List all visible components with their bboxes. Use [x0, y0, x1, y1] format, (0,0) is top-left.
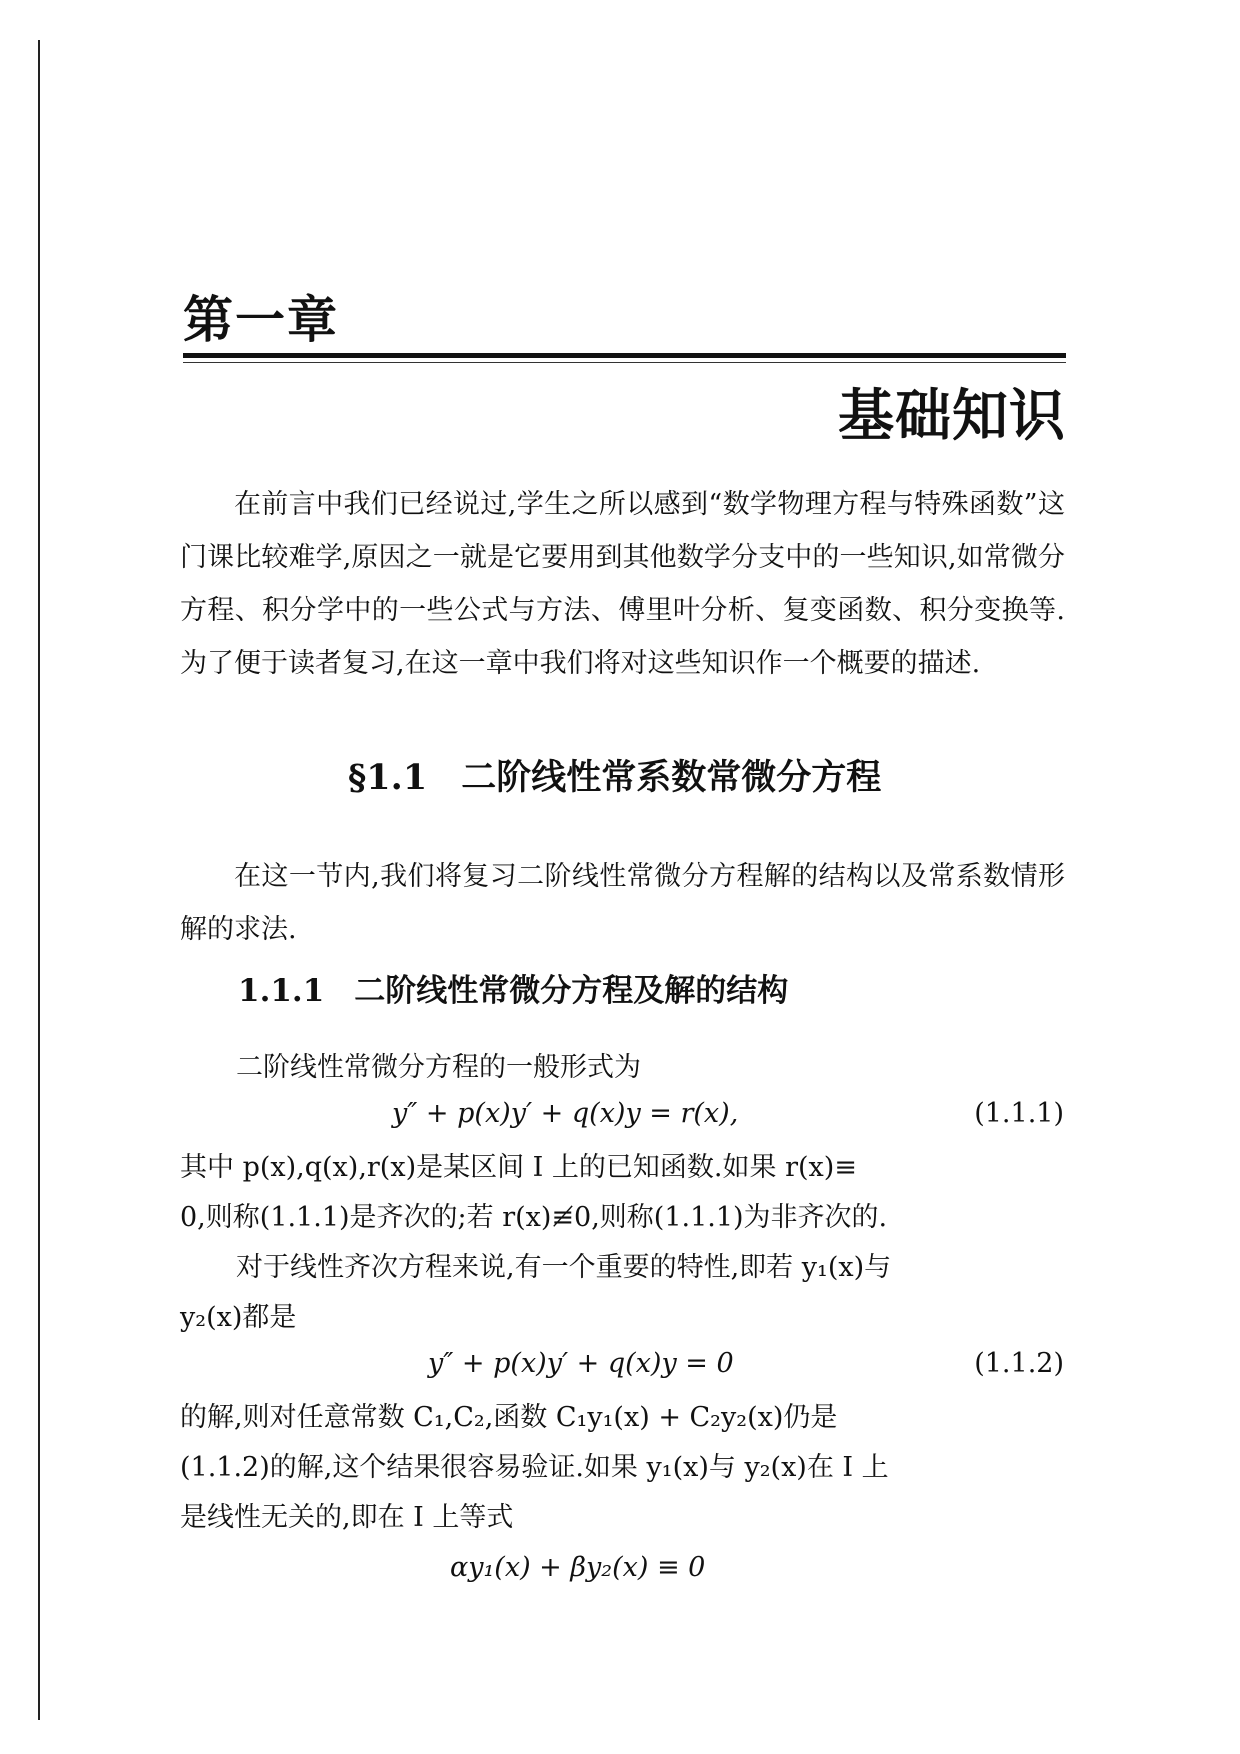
body-line-3: 0,则称(1.1.1)是齐次的;若 r(x)≢0,则称(1.1.1)为非齐次的. — [180, 1202, 888, 1233]
equation-2: y″ + p(x)y′ + q(x)y = 0 — [428, 1348, 734, 1379]
page-margin-line — [38, 40, 40, 1720]
body-line-5: y₂(x)都是 — [180, 1302, 297, 1333]
subsection-title: 二阶线性常微分方程及解的结构 — [354, 973, 789, 1009]
chapter-label: 第一章 — [183, 290, 339, 349]
body-line-6: 的解,则对任意常数 C₁,C₂,函数 C₁y₁(x) + C₂y₂(x)仍是 — [180, 1402, 838, 1433]
equation-2-number: (1.1.2) — [974, 1348, 1064, 1379]
chapter-title: 基础知识 — [838, 384, 1066, 449]
section-number: §1.1 — [348, 757, 428, 798]
body-line-1: 二阶线性常微分方程的一般形式为 — [236, 1052, 641, 1083]
section-heading — [348, 750, 881, 800]
chapter-rule-thin — [183, 362, 1066, 363]
body-line-8: 是线性无关的,即在 I 上等式 — [180, 1502, 514, 1533]
body-line-2: 其中 p(x),q(x),r(x)是某区间 I 上的已知函数.如果 r(x)≡ — [180, 1152, 857, 1183]
body-line-4: 对于线性齐次方程来说,有一个重要的特性,即若 y₁(x)与 — [236, 1252, 892, 1283]
equation-3: αy₁(x) + βy₂(x) ≡ 0 — [450, 1552, 706, 1583]
subsection-heading — [238, 965, 788, 1010]
intro-paragraph: 在前言中我们已经说过,学生之所以感到“数学物理方程与特殊函数”这门课比较难学,原因之一就是它要用到其他数学分支中的一些知识,如常微分方程、积分学中的一些公式与方法、傅里叶分析、复变函数、积分变换等.为了便于读者复习,在这一章中我们将对这些知识作一个概要的描述. — [180, 489, 1065, 679]
body-line-7: (1.1.2)的解,这个结果很容易验证.如果 y₁(x)与 y₂(x)在 I 上 — [180, 1452, 889, 1483]
section-intro-paragraph: 在这一节内,我们将复习二阶线性常微分方程解的结构以及常系数情形解的求法. — [180, 861, 1065, 945]
equation-1: y″ + p(x)y′ + q(x)y = r(x), — [392, 1098, 739, 1129]
subsection-number: 1.1.1 — [238, 973, 325, 1009]
section-title: 二阶线性常系数常微分方程 — [461, 758, 882, 798]
chapter-rule-thick — [183, 353, 1066, 358]
equation-1-number: (1.1.1) — [974, 1098, 1064, 1129]
